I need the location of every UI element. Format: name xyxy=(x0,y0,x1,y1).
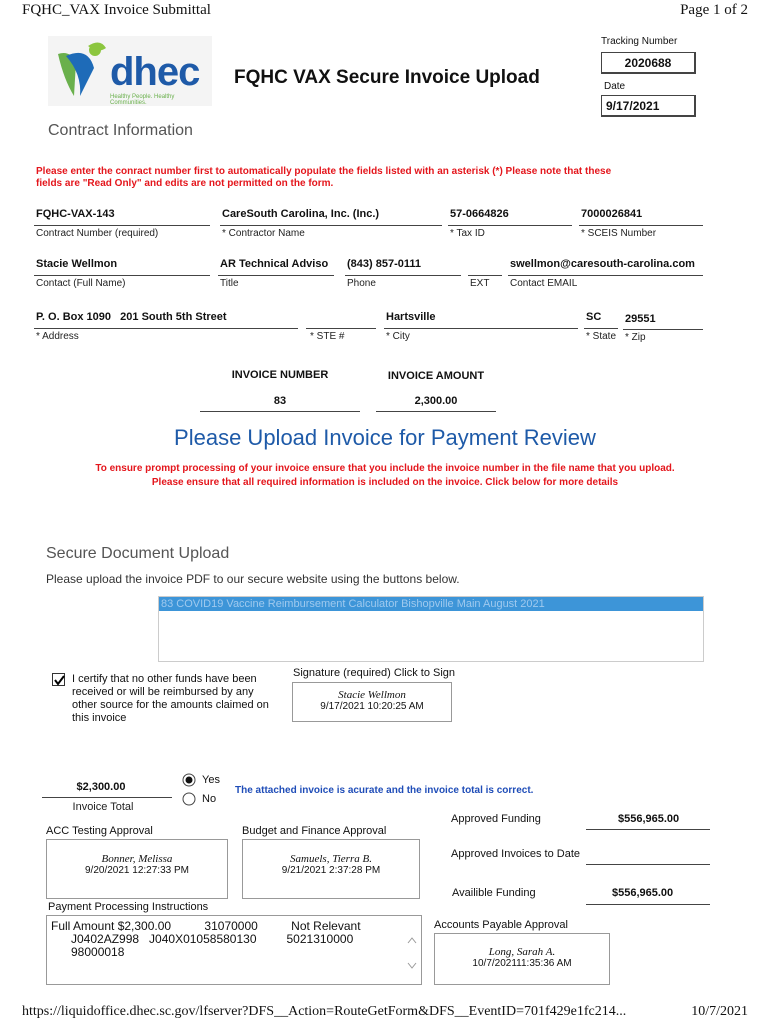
upload-warning-1: To ensure prompt processing of your invoice ensure that you include the invoice number in the file name that you upload. xyxy=(95,463,675,474)
title-label: Title xyxy=(220,278,239,289)
certify-text-line: I certify that no other funds have been xyxy=(72,673,257,685)
budget-approval-date: 9/21/2021 2:37:28 PM xyxy=(281,865,381,876)
contractor-name-label: * Contractor Name xyxy=(222,228,305,239)
invoice-number-label: INVOICE NUMBER xyxy=(231,369,329,381)
logo-text: dhec xyxy=(110,50,200,94)
approved-funding-value: $556,965.00 xyxy=(618,813,680,825)
upload-warning-2: Please ensure that all required information is included on the invoice. Click below for more details xyxy=(151,477,619,488)
date-field[interactable]: 9/17/2021 xyxy=(601,95,696,117)
certify-text-line: other source for the amounts claimed on xyxy=(72,699,269,711)
secure-upload-heading: Secure Document Upload xyxy=(46,545,230,562)
budget-approval-label: Budget and Finance Approval xyxy=(242,825,387,837)
approved-invoices-label: Approved Invoices to Date xyxy=(451,848,581,860)
dhec-logo xyxy=(48,36,212,106)
title-value[interactable]: AR Technical Adviso xyxy=(220,258,329,270)
invoice-amount-value[interactable]: 2,300.00 xyxy=(414,395,458,407)
contract-heading: Contract Information xyxy=(48,122,193,139)
ap-approval-date: 10/7/202111:35:36 AM xyxy=(472,958,572,969)
scroll-down-icon[interactable] xyxy=(407,960,417,973)
email-label: Contact EMAIL xyxy=(510,278,578,289)
date-label: Date xyxy=(604,81,626,92)
acc-approver-name: Bonner, Melissa xyxy=(101,853,173,865)
contact-name-label: Contact (Full Name) xyxy=(36,278,126,289)
zip-label: * Zip xyxy=(625,332,646,343)
contact-name-value[interactable]: Stacie Wellmon xyxy=(36,258,118,270)
contract-instruction-1: Please enter the conract number first to automatically populate the fields listed with an asterisk (*) Please note that these xyxy=(36,166,612,177)
tax-id-label: * Tax ID xyxy=(450,228,485,239)
invoice-total-label: Invoice Total xyxy=(72,801,134,813)
approved-funding-label: Approved Funding xyxy=(451,813,541,825)
uploaded-file-item[interactable]: 83 COVID19 Vaccine Reimbursement Calculator Bishopville Main August 2021 xyxy=(159,597,703,611)
phone-label: Phone xyxy=(347,278,376,289)
payment-instructions-field[interactable] xyxy=(46,915,422,985)
state-value: SC xyxy=(586,311,602,323)
acc-approval-box[interactable] xyxy=(46,839,228,899)
budget-approval-box[interactable] xyxy=(242,839,420,899)
contract-number-label: Contract Number (required) xyxy=(36,228,159,239)
radio-no-label: No xyxy=(202,793,217,805)
address-value: P. O. Box 1090 201 South 5th Street xyxy=(36,311,227,323)
tracking-label: Tracking Number xyxy=(601,36,678,47)
scroll-up-icon[interactable] xyxy=(407,934,417,947)
payment-line: Full Amount $2,300.00 31070000 Not Relevant xyxy=(51,919,361,933)
certify-text-line: this invoice xyxy=(72,712,127,724)
print-title: FQHC_VAX Invoice Submittal xyxy=(22,2,211,18)
ap-approval-box[interactable] xyxy=(434,933,610,985)
address-label: * Address xyxy=(36,331,79,342)
secure-upload-text: Please upload the invoice PDF to our secure website using the buttons below. xyxy=(46,572,460,586)
ste-label: * STE # xyxy=(310,331,345,342)
uploaded-file-list[interactable] xyxy=(158,596,704,662)
city-value: Hartsville xyxy=(386,311,436,323)
ext-label: EXT xyxy=(470,278,490,289)
available-funding-value: $556,965.00 xyxy=(612,887,674,899)
state-label: * State xyxy=(586,331,617,342)
sceis-number-value: 7000026841 xyxy=(581,208,643,220)
radio-yes[interactable] xyxy=(182,773,196,792)
contract-instruction-2: fields are "Read Only" and edits are not permitted on the form. xyxy=(36,178,334,189)
invoice-amount-label: INVOICE AMOUNT xyxy=(387,370,485,382)
radio-empty-icon xyxy=(182,792,196,806)
form-title: FQHC VAX Secure Invoice Upload xyxy=(234,67,540,88)
acc-approval-label: ACC Testing Approval xyxy=(46,825,153,837)
checkbox-checked-icon xyxy=(53,674,66,687)
contract-number-value[interactable]: FQHC-VAX-143 xyxy=(36,208,115,220)
ap-approval-label: Accounts Payable Approval xyxy=(434,919,568,931)
signature-date: 9/17/2021 10:20:25 AM xyxy=(320,701,424,712)
email-value[interactable]: swellmon@caresouth-carolina.com xyxy=(510,258,695,270)
ap-approver-name: Long, Sarah A. xyxy=(488,946,556,958)
acc-approval-date: 9/20/2021 12:27:33 PM xyxy=(85,865,189,876)
logo-tagline: Healthy People. Healthy Communities. xyxy=(110,94,175,106)
radio-no[interactable] xyxy=(182,792,196,811)
payment-line: J0402AZ998 J040X01058580130 5021310000 xyxy=(51,932,354,946)
tracking-number-field[interactable]: 2020688 xyxy=(601,52,696,74)
tax-id-value: 57-0664826 xyxy=(450,208,509,220)
available-funding-label: Availible Funding xyxy=(452,887,536,899)
radio-selected-icon xyxy=(182,773,196,787)
certify-checkbox[interactable] xyxy=(52,673,65,686)
invoice-number-value[interactable]: 83 xyxy=(273,395,287,407)
contractor-name-value: CareSouth Carolina, Inc. (Inc.) xyxy=(222,208,380,220)
certify-text xyxy=(72,673,269,725)
certify-text-line: received or will be reimbursed by any xyxy=(72,686,254,698)
page-number: Page 1 of 2 xyxy=(680,2,748,18)
payment-instructions-label: Payment Processing Instructions xyxy=(48,901,209,913)
invoice-total-value: $2,300.00 xyxy=(76,781,126,793)
accurate-statement: The attached invoice is acurate and the invoice total is correct. xyxy=(235,785,534,796)
zip-value: 29551 xyxy=(625,313,656,325)
signature-box[interactable] xyxy=(292,682,452,722)
upload-heading: Please Upload Invoice for Payment Review xyxy=(174,425,596,450)
payment-line: 98000018 xyxy=(51,945,125,959)
budget-approver-name: Samuels, Tierra B. xyxy=(290,853,372,865)
radio-yes-label: Yes xyxy=(202,774,220,786)
phone-value[interactable]: (843) 857-0111 xyxy=(347,258,422,270)
signature-name: Stacie Wellmon xyxy=(338,689,406,701)
city-label: * City xyxy=(386,331,410,342)
footer-url: https://liquidoffice.dhec.sc.gov/lfserver?DFS__Action=RouteGetForm&DFS__EventID=701f429e1fc214... xyxy=(22,1004,627,1019)
signature-label: Signature (required) Click to Sign xyxy=(293,667,456,679)
sceis-number-label: * SCEIS Number xyxy=(581,228,657,239)
footer-date: 10/7/2021 xyxy=(691,1004,748,1019)
